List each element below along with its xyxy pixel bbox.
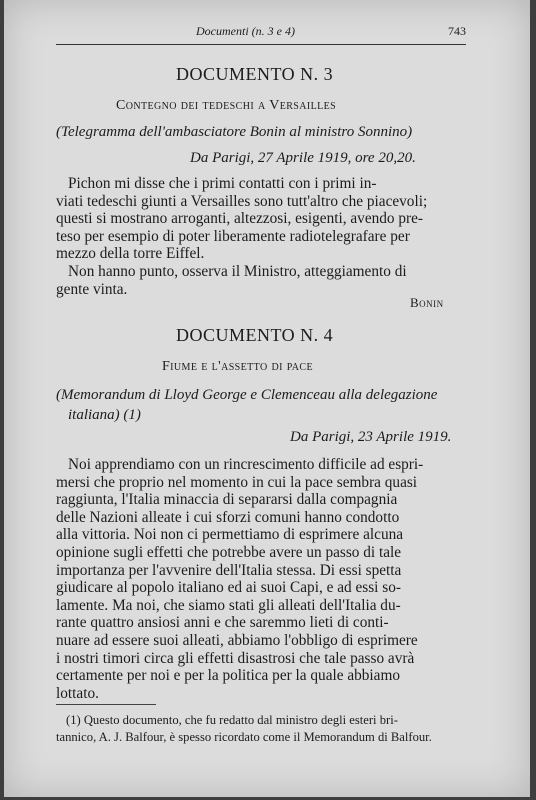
text-line: Pichon mi disse che i primi contatti con i primi in-	[68, 175, 377, 192]
text-line: opinione sugli effetti che potrebbe avere un passo di tale	[56, 543, 402, 561]
doc3-paragraph-1	[56, 175, 476, 263]
text-line: rante quattro ansiosi anni e che saremmo lieti di conti-	[56, 614, 389, 632]
text-line: italiana) (1)	[68, 407, 141, 423]
text-line: mersi che proprio nel momento in cui la pace sembra quasi	[56, 473, 418, 491]
text-line: mezzo della torre Eiffel.	[56, 245, 205, 263]
page-number: 743	[448, 24, 466, 38]
text-line: lottato.	[56, 684, 99, 702]
footnote	[56, 712, 476, 745]
text-line: delle Nazioni alleate i cui sforzi comuni hanno condotto	[56, 508, 400, 526]
text-line: Non hanno punto, osserva il Ministro, atteggiamento di	[68, 263, 407, 280]
page-header	[56, 16, 466, 45]
text-line: i nostri timori circa gli effetti disastrosi che tale passo avrà	[56, 649, 415, 667]
doc4-memorandum-note	[56, 385, 437, 425]
text-line: teso per esempio di poter liberamente radiotelegrafare per	[56, 227, 410, 245]
doc3-telegram-note: (Telegramma dell'ambasciatore Bonin al ministro Sonnino)	[56, 124, 413, 140]
text-line: viati tedeschi giunti a Versailles sono tutt'altro che piacevoli;	[56, 192, 428, 210]
doc4-title: DOCUMENTO N. 4	[176, 325, 334, 345]
text-line: questi si mostrano arroganti, altezzosi, esigenti, avendo pre-	[56, 210, 424, 228]
text-line: Noi apprendiamo con un rincrescimento difficile ad espri-	[68, 456, 424, 473]
book-page	[4, 0, 530, 797]
text-line: importanza per l'avvenire dell'Italia stessa. Di essi spetta	[56, 561, 402, 579]
text-line: lamente. Ma noi, che siamo stati gli alleati dell'Italia du-	[56, 596, 401, 614]
text-line: certamente per noi e per la politica per la quale abbiamo	[56, 667, 401, 685]
doc4-paragraph	[56, 456, 476, 702]
doc3-title: DOCUMENTO N. 3	[176, 64, 334, 84]
text-line: gente vinta.	[56, 280, 128, 298]
footnote-rule	[56, 704, 156, 705]
text-line: nuare ad essere suoi alleati, abbiamo l'obbligo di esprimere	[56, 631, 418, 649]
text-line: alla vittoria. Noi non ci permettiamo di esprimere alcuna	[56, 526, 404, 544]
text-line: (Memorandum di Lloyd George e Clemenceau alla delegazione	[56, 387, 438, 403]
text-line: tannico, A. J. Balfour, è spesso ricordato come il Memorandum di Balfour.	[56, 729, 432, 744]
doc3-dateline: Da Parigi, 27 Aprile 1919, ore 20,20.	[190, 150, 416, 166]
doc3-signature: Bonin	[410, 295, 444, 310]
running-head: Documenti (n. 3 e 4)	[196, 24, 295, 38]
text-line: (1) Questo documento, che fu redatto dal ministro degli esteri bri-	[66, 713, 398, 727]
doc4-subtitle: Fiume e l'assetto di pace	[162, 359, 313, 374]
doc4-dateline: Da Parigi, 23 Aprile 1919.	[290, 429, 452, 445]
doc3-paragraph-2	[56, 263, 476, 298]
text-line: giudicare al popolo italiano ed ai suoi Capi, e ad essi so-	[56, 579, 401, 597]
text-line: raggiunta, l'Italia minaccia di separarsi dalla compagnia	[56, 491, 398, 509]
doc3-subtitle: Contegno dei tedeschi a Versailles	[116, 98, 337, 113]
